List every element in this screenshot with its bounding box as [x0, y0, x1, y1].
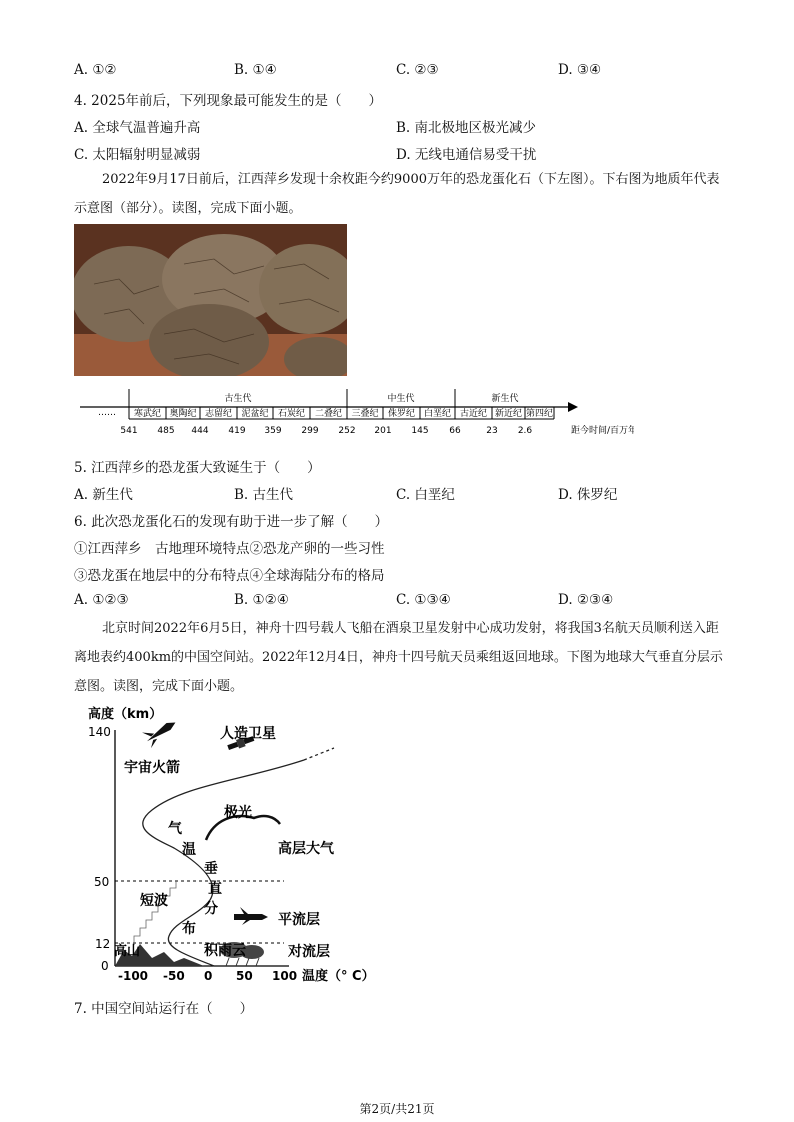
timeline-period: 奥陶纪 — [169, 409, 197, 419]
timeline-age: 359 — [264, 426, 282, 436]
q5-stem: 5. 江西萍乡的恐龙蛋大致诞生于（ ） — [74, 460, 321, 476]
q3-option-a: A. ①② — [74, 62, 117, 78]
q3-option-b: B. ①④ — [234, 62, 277, 78]
timeline-period: 三叠纪 — [351, 409, 379, 419]
timeline-ellipsis: …… — [98, 408, 116, 418]
label-aurora: 极光 — [224, 805, 252, 821]
y-tick-0: 0 — [101, 959, 109, 973]
q4-option-b: B. 南北极地区极光减少 — [396, 120, 537, 136]
diagram-y-label: 高度（km） — [88, 707, 163, 722]
timeline-era: 中生代 — [387, 394, 415, 404]
q6-option-d: D. ②③④ — [558, 592, 614, 608]
q4-option-d: D. 无线电通信易受干扰 — [396, 147, 537, 163]
q6-stem: 6. 此次恐龙蛋化石的发现有助于进一步了解（ ） — [74, 514, 389, 530]
passage-shenzhou: 北京时间2022年6月5日，神舟十四号载人飞船在酒泉卫星发射中心成功发射，将我国3名航天员顺利送入距离地表约400km的中国空间站。2022年12月4日，神舟十四号航天员乘组返回地球。下图为地球大气垂直分层示意图。读图，完成下面小题。 — [74, 621, 723, 694]
timeline-period: 新近纪 — [494, 409, 523, 419]
label-satellite: 人造卫星 — [220, 726, 276, 742]
timeline-period: 志留纪 — [204, 409, 233, 419]
geologic-timeline — [74, 386, 634, 446]
label-cumulonimbus: 积雨云 — [204, 943, 246, 959]
page-footer: 第2页/共21页 — [359, 1102, 435, 1116]
timeline-period: 二叠纪 — [314, 409, 343, 419]
timeline-axis-label: 距今时间/百万年 — [571, 426, 634, 436]
q5-option-a: A. 新生代 — [74, 487, 133, 503]
timeline-age: 23 — [486, 426, 498, 436]
label-mountain: 高山 — [114, 944, 141, 959]
dinosaur-egg-photo — [74, 224, 347, 376]
q6-option-b: B. ①②④ — [234, 592, 289, 608]
label-upper-atmosphere: 高层大气 — [278, 841, 334, 857]
label-rocket: 宇宙火箭 — [124, 760, 180, 776]
q6-choice-line-1: ①江西萍乡 古地理环境特点②恐龙产卵的一些习性 — [74, 541, 385, 557]
q4-option-c: C. 太阳辐射明显减弱 — [74, 147, 201, 163]
curve-label-char: 气 — [168, 821, 182, 837]
label-troposphere: 对流层 — [288, 944, 330, 960]
curve-label-char: 垂 — [204, 861, 218, 877]
label-stratosphere: 平流层 — [278, 912, 320, 928]
timeline-era: 新生代 — [491, 394, 519, 404]
curve-label-char: 直 — [208, 881, 222, 897]
q7-stem: 7. 中国空间站运行在（ ） — [74, 1001, 254, 1017]
timeline-period: 泥盆纪 — [241, 409, 269, 419]
y-tick-50: 50 — [94, 875, 110, 889]
x-tick-minus100: -100 — [118, 969, 149, 983]
timeline-age: 2.6 — [517, 426, 533, 436]
timeline-period: 侏罗纪 — [387, 409, 416, 419]
curve-label-char: 温 — [182, 842, 196, 858]
timeline-era: 古生代 — [224, 394, 252, 404]
timeline-period: 白垩纪 — [423, 409, 452, 419]
y-tick-12: 12 — [95, 937, 111, 951]
timeline-period: 石炭纪 — [277, 409, 306, 419]
q6-option-a: A. ①②③ — [74, 592, 129, 608]
x-tick-0: 0 — [204, 969, 213, 983]
airplane-icon — [234, 907, 268, 925]
timeline-age: 444 — [191, 426, 209, 436]
passage-dinosaur-eggs: 2022年9月17日前后，江西萍乡发现十余枚距今约9000万年的恐龙蛋化石（下左图）。下右图为地质年代表示意图（部分）。读图，完成下面小题。 — [74, 172, 720, 216]
curve-label-char: 布 — [182, 921, 196, 937]
q6-choice-line-2: ③恐龙蛋在地层中的分布特点④全球海陆分布的格局 — [74, 568, 385, 584]
timeline-period: 第四纪 — [525, 409, 554, 419]
curve-label-char: 分 — [204, 901, 218, 917]
temperature-curve — [143, 760, 304, 966]
q5-option-b: B. 古生代 — [234, 487, 294, 503]
timeline-age: 201 — [374, 426, 392, 436]
timeline-age: 66 — [449, 426, 461, 436]
q5-option-d: D. 侏罗纪 — [558, 487, 618, 503]
q4-stem: 4. 2025年前后，下列现象最可能发生的是（ ） — [74, 93, 383, 109]
timeline-age: 145 — [411, 426, 429, 436]
timeline-period: 古近纪 — [459, 409, 488, 419]
label-shortwave: 短波 — [140, 893, 168, 909]
timeline-period: 寒武纪 — [133, 409, 162, 419]
x-tick-100: 100 — [272, 969, 298, 983]
y-tick-140: 140 — [88, 725, 111, 739]
q4-option-a: A. 全球气温普遍升高 — [74, 120, 201, 136]
timeline-age: 541 — [120, 426, 138, 436]
timeline-age: 419 — [228, 426, 246, 436]
timeline-age: 252 — [338, 426, 356, 436]
diagram-x-label: 温度（° C） — [302, 969, 374, 984]
x-tick-minus50: -50 — [163, 969, 185, 983]
timeline-age: 299 — [301, 426, 319, 436]
q3-option-c: C. ②③ — [396, 62, 439, 78]
q5-option-c: C. 白垩纪 — [396, 487, 455, 503]
x-tick-50: 50 — [236, 969, 253, 983]
q6-option-c: C. ①③④ — [396, 592, 451, 608]
timeline-age: 485 — [157, 426, 175, 436]
atmosphere-diagram — [74, 700, 374, 989]
q3-option-d: D. ③④ — [558, 62, 602, 78]
